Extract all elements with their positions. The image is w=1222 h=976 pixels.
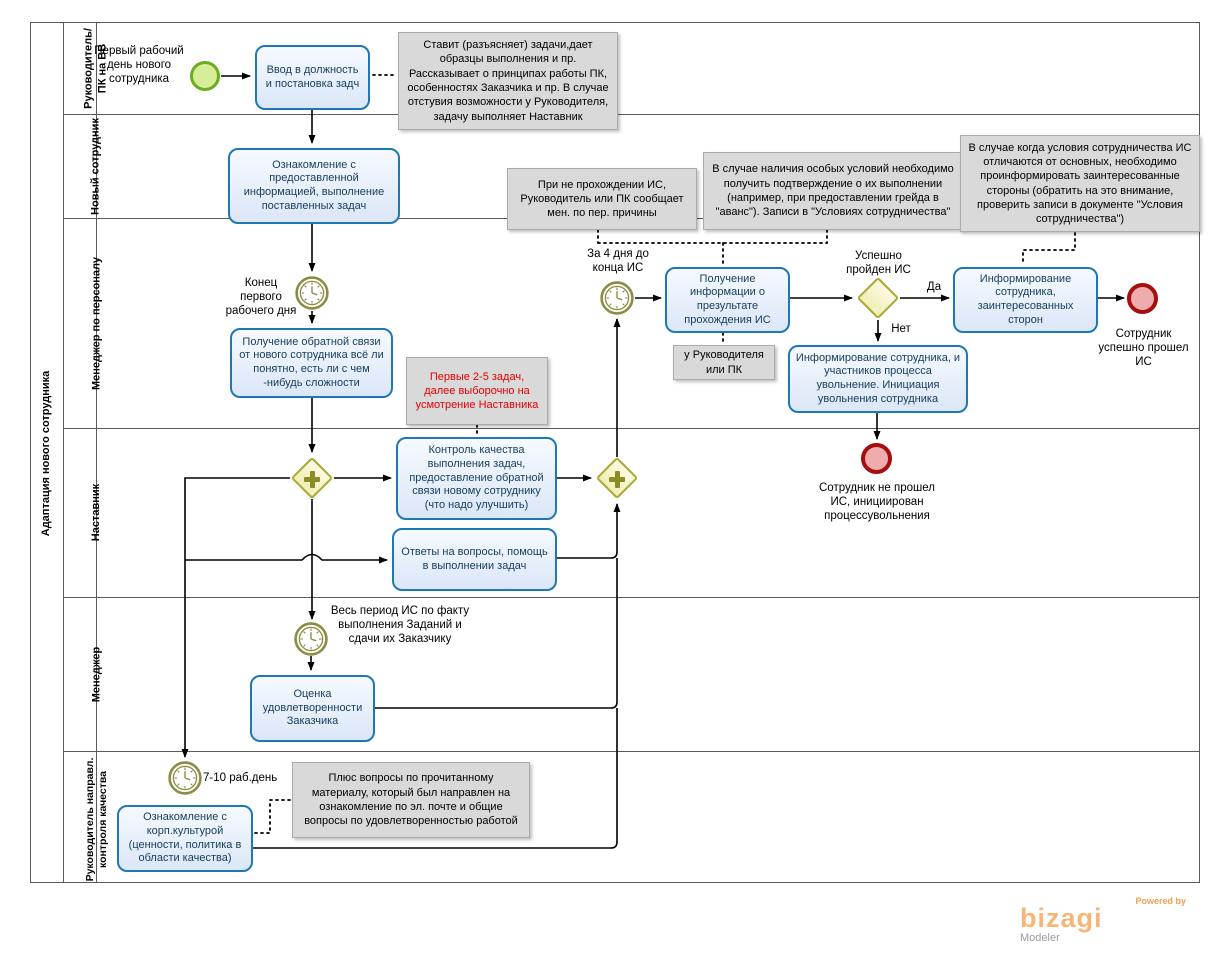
pool-title: Адаптация нового сотрудника — [39, 370, 52, 536]
timer-icon — [600, 281, 634, 315]
timer-event-7-10-den[interactable] — [168, 761, 202, 800]
lane-title-manager: Менеджер — [89, 646, 102, 702]
lane-divider-4 — [63, 597, 1200, 598]
end-success-label: Сотрудник успешно прошел ИС — [1098, 328, 1189, 369]
timer1-label: Конец первого рабочего дня — [225, 277, 297, 318]
plus-marker-icon — [604, 465, 630, 491]
start-event[interactable] — [190, 61, 220, 91]
task-informirovanie-storon[interactable]: Информирование сотрудника, заинтересованных сторон — [953, 267, 1098, 333]
lane-title-novyj-sotrudnik: Новый сотрудник — [89, 117, 102, 215]
end-fail-label: Сотрудник не прошел ИС, инициирован процессувольнения — [819, 482, 935, 523]
gateway-question-label: Успешно пройден ИС — [846, 250, 911, 277]
timer4-label: 7-10 раб.день — [203, 772, 278, 784]
task-otvety-na-voprosy[interactable]: Ответы на вопросы, помощь в выполнении задач — [392, 528, 557, 591]
bizagi-logo: bizagi — [1020, 903, 1103, 933]
lane-divider-5 — [63, 751, 1200, 752]
lane-title-rukovoditel-kachestva: Руководитель направл. контроля качества — [83, 757, 109, 882]
task-poluchenie-obratnoj-svyazi[interactable]: Получение обратной связи от нового сотрудника всё ли понятно, есть ли с чем -нибудь сложности — [230, 328, 393, 398]
task-oznakomlenie-informaciej[interactable]: Ознакомление с предоставленной информацией, выполнение поставленных задач — [228, 148, 400, 224]
lane-title-nastavnik: Наставник — [89, 483, 102, 542]
pool-title-divider — [63, 22, 64, 883]
yes-label: Да — [926, 281, 942, 293]
task-oznakomlenie-kulturoj[interactable]: Ознакомление с корп.культурой (ценности, политика в области качества) — [117, 805, 253, 872]
lane-title-manager-personal: Менеджер по персоналу — [89, 256, 102, 390]
end-event-success[interactable] — [1127, 283, 1158, 314]
start-event-label: Первый рабочий день нового сотрудника — [94, 45, 184, 86]
end-event-fail[interactable] — [861, 443, 892, 474]
plus-marker-icon — [299, 465, 325, 491]
no-label: Нет — [891, 323, 911, 335]
lane-divider-3 — [63, 428, 1200, 429]
task-ocenka-udovletvorennosti[interactable]: Оценка удовлетворенности Заказчика — [250, 675, 375, 742]
lane-divider-1 — [63, 114, 1200, 115]
timer-icon — [295, 276, 329, 310]
annotation-plyus-voprosy[interactable]: Плюс вопросы по прочитанному материалу, который был направлен на ознакомление по эл. почте и общие вопросы по удовлетворенностью работой — [292, 762, 530, 838]
modeler-text: Modeler — [1020, 931, 1060, 944]
task-vvod-v-dolzhnost[interactable]: Ввод в должность и постановка задч — [255, 45, 370, 110]
timer-event-za-4-dnya[interactable] — [600, 281, 634, 320]
bizagi-branding — [1020, 896, 1200, 944]
annotation-pervye-2-5-zadach[interactable]: Первые 2-5 задач, далее выборочно на усмотрение Наставника — [406, 357, 548, 425]
powered-by-text: Powered by — [1135, 896, 1186, 906]
timer-event-ves-period[interactable] — [294, 622, 328, 661]
task-kontrol-kachestva[interactable]: Контроль качества выполнения задач, предоставление обратной связи новому сотруднику (что надо улучшить) — [396, 437, 557, 520]
timer-icon — [168, 761, 202, 795]
task-poluchenie-informacii[interactable]: Получение информации о презультате прохождения ИС — [665, 267, 790, 333]
annotation-u-rukovoditelya[interactable]: у Руководителя или ПК — [673, 345, 775, 380]
annotation-stavit-zadachi[interactable]: Ставит (разъясняет) задачи,дает образцы выполнения и пр. Рассказывает о принципах работы ПК, особенностях Заказчика и пр. В случае отстувия возможности у Руководителя, задачу выполняет Наставник — [398, 32, 618, 130]
annotation-osobye-usloviya[interactable]: В случае наличия особых условий необходимо получить подтверждение о их выполнении (например, при предоставлении грейда в "аванс"). Записи в "Условиях сотрудничества" — [703, 152, 963, 230]
timer3-label: Весь период ИС по факту выполнения Заданий и сдачи их Заказчику — [330, 605, 470, 646]
annotation-pri-ne-prohozhdenii[interactable]: При не прохождении ИС, Руководитель или ПК сообщает мен. по пер. причины — [507, 168, 697, 230]
task-informirovanie-uvolnenie[interactable]: Информирование сотрудника, и участников процесса увольнение. Инициация увольнения сотрудника — [788, 345, 968, 413]
timer-event-konec-dnya[interactable] — [295, 276, 329, 315]
timer-icon — [294, 622, 328, 656]
timer2-label: За 4 дня до конца ИС — [587, 248, 649, 275]
lane-title-rukovoditel-pk: Руководитель/ ПК на ВВ — [82, 27, 108, 109]
annotation-usloviya-otlichayutsya[interactable]: В случае когда условия сотрудничества ИС отличаются от основных, необходимо проинформировать заинтересованные стороны (обратить на это внимание, проверить записи в документе "Условия сотрудничества") — [960, 135, 1200, 232]
